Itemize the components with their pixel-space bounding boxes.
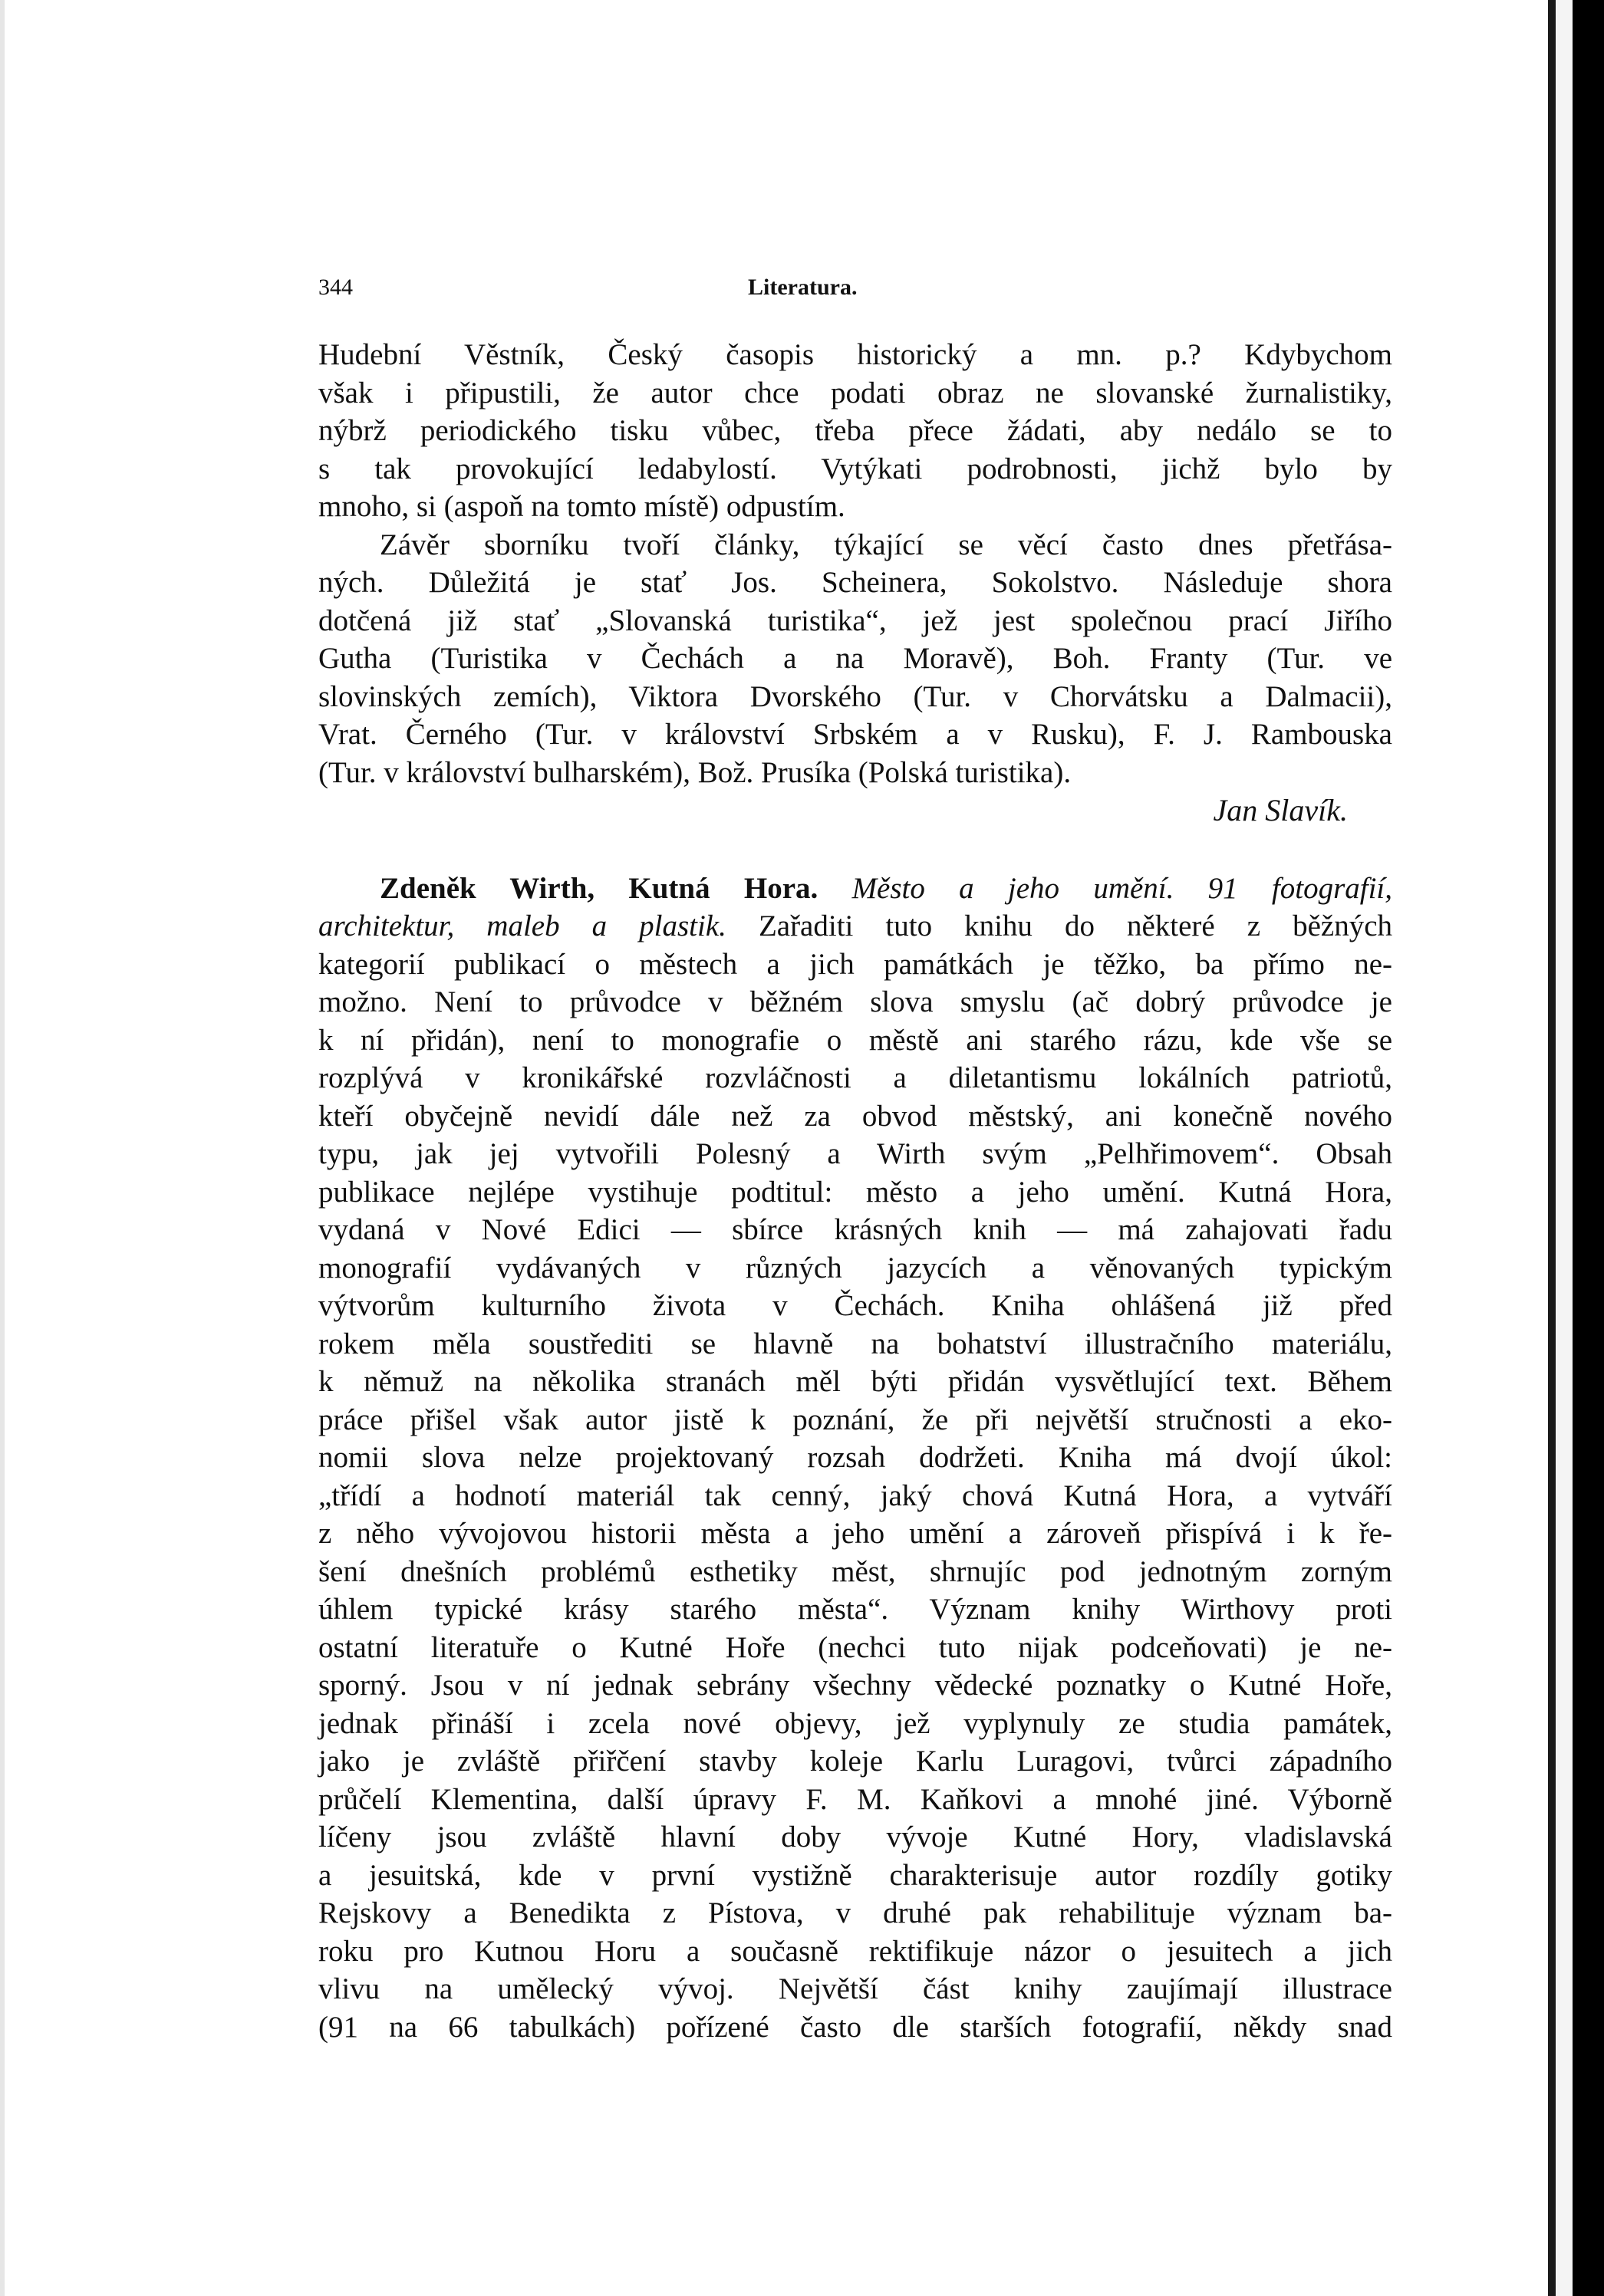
section-gap — [318, 830, 1392, 870]
text-line: a jesuitská, kde v první vystižně charakterisuje autor rozdíly gotiky — [318, 1858, 1392, 1892]
text-line: výtvorům kulturního života v Čechách. Kniha ohlášená již před — [318, 1289, 1392, 1322]
text-line: kteří obyčejně nevidí dále než za obvod městský, ani konečně nového — [318, 1099, 1392, 1133]
page-number: 344 — [318, 275, 353, 300]
page-header — [318, 275, 1392, 313]
text-line: rokem měla soustřediti se hlavně na bohatství illustračního materiálu, — [318, 1327, 1392, 1360]
text-line: Závěr sborníku tvoří články, týkající se věcí často dnes přetřása- — [380, 528, 1392, 561]
text-line: dotčená již stať „Slovanská turistika“, jež jest společnou prací Jiřího — [318, 604, 1392, 637]
text-line: Hudební Věstník, Český časopis historický a mn. p.? Kdybychom — [318, 338, 1392, 371]
text-line: průčelí Klementina, další úpravy F. M. Kaňkovi a mnohé jiné. Výborně — [318, 1782, 1392, 1816]
text-line: (Tur. v království bulharském), Bož. Prusíka (Polská turistika). — [318, 755, 1072, 789]
text-line: rozplývá v kronikářské rozvláčnosti a diletantismu lokálních patriotů, — [318, 1061, 1392, 1094]
text-line: jako je zvláště přiřčení stavby koleje Karlu Luragovi, tvůrci západního — [318, 1745, 1392, 1778]
text-line: publikace nejlépe vystihuje podtitul: město a jeho umění. Kutná Hora, — [318, 1175, 1392, 1209]
text-line: sporný. Jsou v ní jednak sebrány všechny vědecké poznatky o Kutné Hoře, — [318, 1669, 1392, 1702]
text-line: „třídí a hodnotí materiál tak cenný, jaký chová Kutná Hora, a vytváří — [318, 1479, 1392, 1512]
review-heading-line — [318, 870, 1392, 908]
text-line: slovinských zemích), Viktora Dvorského (Tur. v Chorvátsku a Dalmacii), — [318, 679, 1392, 713]
text-fragment: Zařaditi tuto knihu do některé z běžných — [758, 910, 1393, 942]
text-line: šení dnešních problémů esthetiky měst, shrnujíc pod jednotným zorným — [318, 1554, 1392, 1588]
signature: Jan Slavík. — [1213, 793, 1348, 827]
text-line: Vrat. Černého (Tur. v království Srbském a v Rusku), F. J. Rambouska — [318, 718, 1392, 751]
text-line: úhlem typické krásy starého města“. Význam knihy Wirthovy proti — [318, 1593, 1392, 1626]
text-line: mnoho, si (aspoň na tomto místě) odpustím. — [318, 490, 845, 523]
body-text — [318, 336, 1392, 2046]
running-title: Literatura. — [748, 275, 858, 300]
text-line: kategorií publikací o městech a jich památkách je těžko, ba přímo ne- — [318, 947, 1392, 981]
text-line: (91 na 66 tabulkách) pořízené často dle starších fotografií, někdy snad — [318, 2010, 1392, 2044]
text-line: vlivu na umělecký vývoj. Největší část knihy zaujímají illustrace — [318, 1972, 1392, 2005]
text-line: ných. Důležitá je stať Jos. Scheinera, Sokolstvo. Následuje shora — [318, 566, 1392, 599]
page-edge-margin — [1556, 0, 1573, 2296]
text-line: jednak přináší i zcela nové objevy, jež vyplynuly ze studia památek, — [318, 1706, 1392, 1740]
review-wirth — [318, 870, 1392, 2047]
text-line: typu, jak jej vytvořili Polesný a Wirth svým „Pelhřimovem“. Obsah — [318, 1137, 1392, 1170]
text-line: k němuž na několika stranách měl býti přidán vysvětlující text. Během — [318, 1365, 1392, 1398]
text-line: z něho vývojovou historii města a jeho umění a zároveň přispívá i k ře- — [318, 1517, 1392, 1550]
text-line: k ní přidán), není to monografie o městě ani starého rázu, kde vše se — [318, 1023, 1392, 1057]
text-line: práce přišel však autor jistě k poznání, že při největší stručnosti a eko- — [318, 1403, 1392, 1436]
text-line: s tak provokující ledabylostí. Vytýkati podrobnosti, jichž bylo by — [318, 452, 1392, 485]
page-spine-edge — [0, 0, 5, 2296]
review-slavik — [318, 336, 1392, 830]
text-line: líčeny jsou zvláště hlavní doby vývoje Kutné Hory, vladislavská — [318, 1821, 1392, 1854]
text-line: roku pro Kutnou Horu a současně rektifikuje názor o jesuitech a jich — [318, 1934, 1392, 1968]
book-subtitle: architektur, maleb a plastik. — [318, 910, 726, 942]
review-author: Zdeněk Wirth, Kutná Hora. — [380, 871, 818, 905]
text-line: však i připustili, že autor chce podati obraz ne slovanské žurnalistiky, — [318, 376, 1392, 410]
text-line: monografií vydávaných v různých jazycích a věnovaných typickým — [318, 1251, 1392, 1285]
text-line: ostatní literatuře o Kutné Hoře (nechci tuto nijak podceňovati) je ne- — [318, 1630, 1392, 1664]
page-edge-rule — [1548, 0, 1556, 2296]
review-heading-line — [318, 907, 1392, 946]
text-line: Rejskovy a Benedikta z Pístova, v druhé pak rehabilituje význam ba- — [318, 1896, 1392, 1929]
text-line: nomii slova nelze projektovaný rozsah dodržeti. Kniha má dvojí úkol: — [318, 1441, 1392, 1474]
text-line: nýbrž periodického tisku vůbec, třeba přece žádati, aby nedálo se to — [318, 414, 1392, 447]
book-title: Město a jeho umění. 91 fotografií, — [851, 871, 1393, 905]
text-line: možno. Není to průvodce v běžném slova smyslu (ač dobrý průvodce je — [318, 985, 1392, 1018]
text-line: vydaná v Nové Edici — sbírce krásných knih — má zahajovati řadu — [318, 1213, 1392, 1246]
text-line: Gutha (Turistika v Čechách a na Moravě), Boh. Franty (Tur. ve — [318, 642, 1392, 675]
